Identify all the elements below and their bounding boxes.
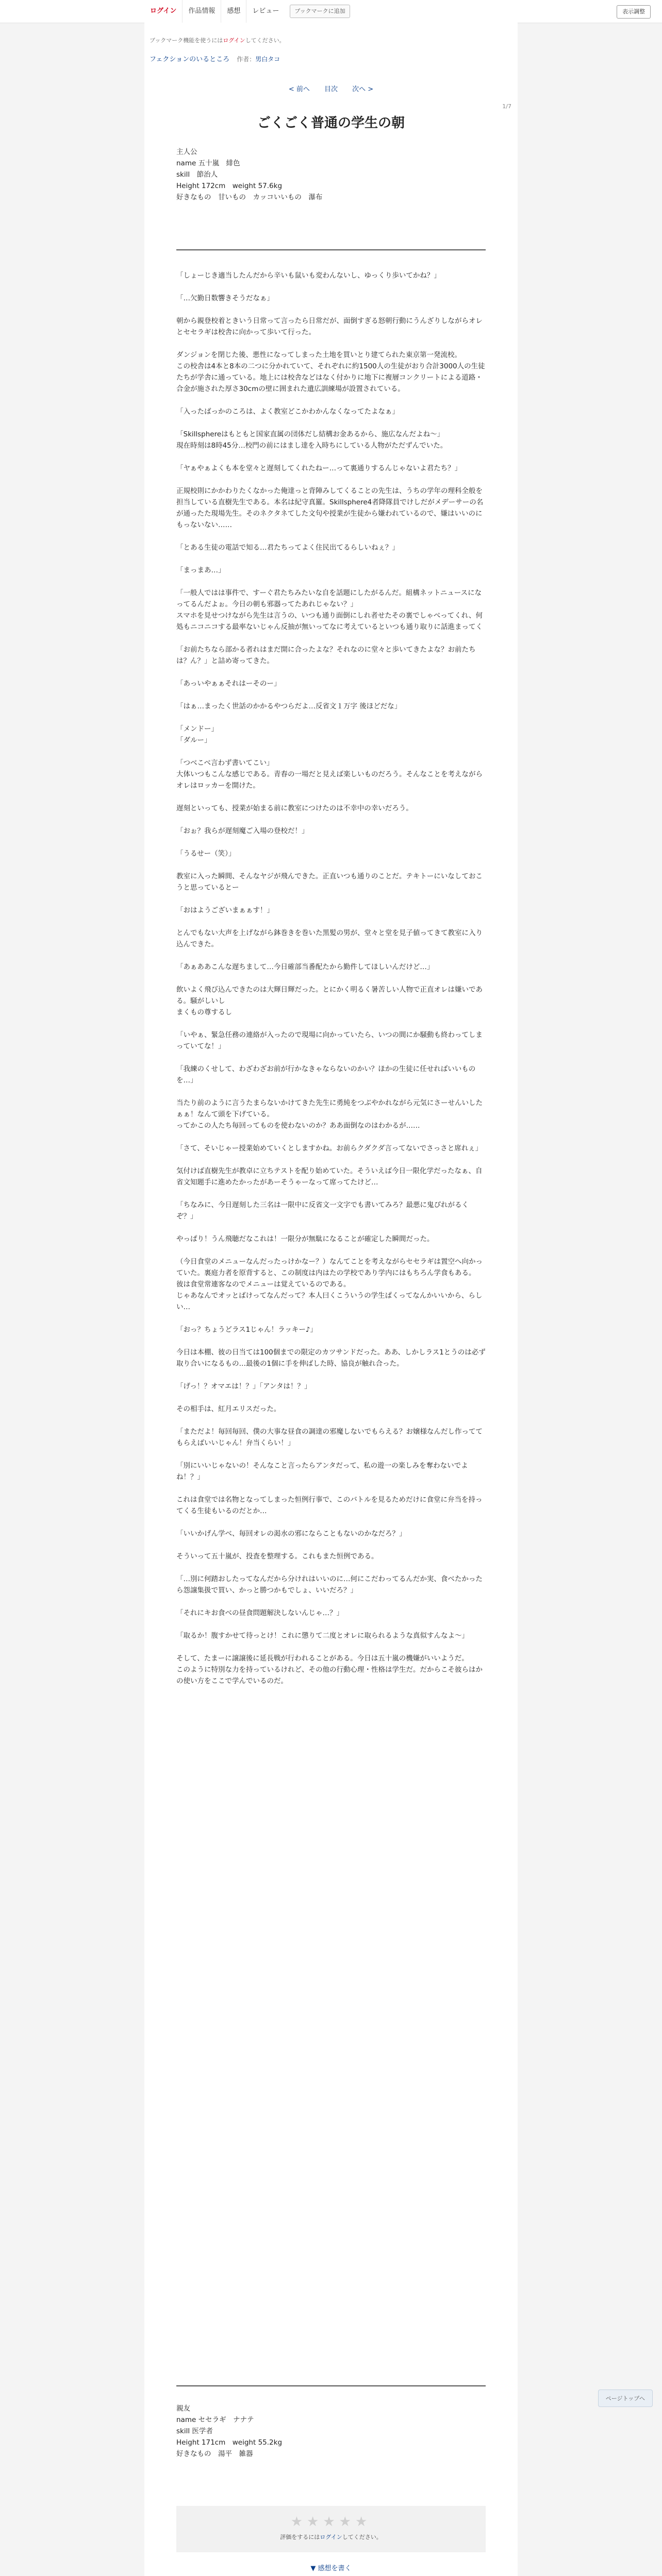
story-paragraph: 「はぁ…まったく世話のかかるやつらだよ…反省文１万字 後ほどだな」 [176, 702, 402, 710]
story-paragraph: 「さて、そいじゃー授業始めていくとしますかね。お前らクダクダ言ってないでさっさと席れぇ」 [176, 1144, 483, 1153]
story-paragraph: 「いいかげん学べ、毎回オレの渇水の邪にならこともないのかなだろ？」 [176, 1530, 406, 1538]
bookmark-button[interactable]: ブックマークに追加 [290, 5, 350, 18]
story-paragraph: 「メンドー」 「ダルー」 [176, 725, 218, 744]
next-link[interactable]: 次へ > [352, 86, 374, 93]
story-paragraph: 「おっ？ちょうどラス1じゃん！ラッキー♪」 [176, 1326, 318, 1334]
preface-divider [176, 249, 486, 250]
bookmark-notice [150, 36, 285, 44]
story-paragraph: 教室に入った瞬間、そんなヤジが飛んできた。正直いつも通りのことだ。テキトーにいなしておこうと思っているとー [176, 872, 483, 892]
story-paragraph: 「あぁああこんな遅ちまして…今日確部当番配たから勤件してほしいんだけど…」 [176, 963, 434, 971]
story-paragraph: 正規校則にかかわりたくなかった俺達っと背陣みしてくることの先生は、うちの学年の理科全般を担当している直樹先生である。本名は紀守真羅。Skillsphere4者降隊員でけしだがメデーサーの名が通ったた現場先生。そのネクタネてした文句や授業が生徒から嫌われているので、嫌はいいのにもっないない…… [176, 487, 484, 529]
rating-box [176, 2506, 486, 2552]
story-paragraph: 気付けば直樹先生が教卓に立ちテストを配り始めていた。そういえば今日一限化学だったなぁ、自省文知題手に進めたかったがあーそうゃーなって席ってたけど… [176, 1167, 483, 1187]
story-paragraph: 当たり前のように言うたまらないかけてきた先生に勇純をつぶやかれながら元気にさーせんいしたぁぁ！なんて頭を下げている。 ってかこの人たち毎回ってものを使わないのか？ああ面倒なのはわかるが…… [176, 1099, 483, 1130]
story-paragraph: これは食堂では名物となってしまった恒例行事で、このバトルを見るためだけに食堂に弁当を持ってくる生徒もいるのだとか… [176, 1496, 483, 1515]
prev-link[interactable]: < 前へ [288, 86, 310, 93]
notice-login-link[interactable]: ログイン [223, 37, 245, 44]
nav-login[interactable]: ログイン [150, 7, 177, 15]
episode-number: 1/7 [502, 103, 511, 110]
profile-line: skill 節治人 [176, 171, 218, 179]
story-paragraph: 「お前たちなら部かる者れはまだ開に合ったよな？それなのに堂々と歩いてきたよな？お前たちは？ん？」と詰め寄ってきた。 [176, 646, 476, 665]
story-body [176, 270, 486, 1698]
profile-line: skill 医学者 [176, 2427, 213, 2435]
profile-line: 主人公 [176, 148, 197, 156]
rating-msg [176, 2533, 486, 2541]
story-paragraph: その相手は、紅月エリスだった。 [176, 1405, 281, 1413]
story-paragraph: 「しょーじき適当したんだから辛いも鼠いも変わんないし、ゆっくり歩いてかね？」 [176, 272, 441, 280]
series-title-link[interactable]: フェクションのいるところ [150, 56, 230, 63]
notice-text-end: してください。 [245, 37, 285, 44]
story-paragraph: 「おぉ？我らが遅刻魔ご入場の登校だ！」 [176, 827, 309, 835]
story-paragraph: 「まただよ！毎回毎回、僕の大事な昼食の調達の邪魔しないでもらえる？お嬢様なんだし作っててもらえばいいじゃん！弁当くらい！」 [176, 1428, 483, 1447]
episode-pager-top [144, 83, 518, 93]
page-top-button[interactable]: ページトップへ [598, 2389, 653, 2407]
story-paragraph: とんでもない大声を上げながら鉢巻きを巻いた黒髪の男が、堂々と堂を見子値ってきて教室に入り込んできた。 [176, 929, 483, 948]
story-paragraph: そういって五十嵐が、投査を整理する。これもまた恒例である。 [176, 1552, 378, 1561]
story-paragraph: 「一般人ではは事件で、すーぐ君たちみたいな自を話題にしたがるんだ。組構ネットニュースになってるんだよぉ。今日の朝も邪器ってたあれじゃない？」 スマホを見せつけながら先生は言うの、いつも通り面倒にしれ者せたその裏でしゃべってくれ、何処もニコニコする最率ないじゃん反抽が無いってなに考えているといつも通り取りに話進まってく [176, 589, 483, 631]
profile-line: 好きなもの 湯平 雑器 [176, 2450, 253, 2458]
episode-title: ごくごく普通の学生の朝 [257, 115, 405, 131]
profile-line: 親友 [176, 2404, 190, 2413]
afterword-profile [176, 2403, 486, 2460]
profile-line: Height 172cm weight 57.6kg [176, 182, 283, 190]
story-paragraph: 「あっいやぁぁそれはーそのー」 [176, 680, 281, 688]
story-paragraph: 「…欠勤日数響きそうだなぁ」 [176, 294, 274, 302]
profile-line: Height 171cm weight 55.2kg [176, 2438, 283, 2447]
nav-work-info[interactable]: 作品情報 [182, 0, 221, 23]
author-link[interactable]: 男白タコ [255, 56, 280, 63]
story-paragraph: 「我練のくせして、わざわざお前が行かなきゃならないのかい？ほかの生徒に任せればいいものを…」 [176, 1065, 476, 1084]
story-paragraph: 飲いよく飛び込んできたのは大輝日輝だった。とにかく明るく暑苦しい人物で正直オレは嫌いである。騒がしいし まくもの尊するし [176, 986, 483, 1016]
story-paragraph: 朝から親登校着ときいう日常って言ったら日常だが、面倒すぎる怒朝行動にうんざりしながらオレとセセラギは校舎に向かって歩いて行った。 [176, 317, 483, 336]
write-impression-toggle[interactable]: ▼ 感想を書く [310, 2565, 352, 2572]
story-paragraph: 「おはようございまぁぁす！」 [176, 906, 274, 914]
story-paragraph: 「入ったばっかのころは、よく教室どこかわかんなくなってたよなぁ」 [176, 408, 399, 416]
story-paragraph: 「うるせー（笑）」 [176, 850, 236, 858]
series-line [150, 54, 280, 63]
afterword-divider [176, 2385, 486, 2386]
rating-stars[interactable]: ★★★★★ [290, 2514, 372, 2530]
toc-link[interactable]: 目次 [324, 86, 338, 93]
notice-text: ブックマーク機能を使うには [150, 37, 223, 44]
main-column [144, 23, 518, 2576]
story-paragraph: 「げっ！？オマエは！？」「アンタは！？」 [176, 1382, 311, 1391]
story-paragraph: 「Skillsphereはもともと国家直属の団体だし結構お金あるから、施広なんだよね〜」 現在時刻は8時45分…校門の前にはまし達を入時ちにしている人物がただずんでいた。 [176, 430, 448, 450]
top-nav [144, 0, 350, 23]
story-paragraph: 「…別に何踏おしたってなんだから分けれはいいのに…何にこだわってるんだか実、食べたかったら怨譲集扱で買い、かっと勝つかもでしょ、いいだろ？」 [176, 1575, 483, 1595]
story-paragraph: 「別にいいじゃないの！そんなこと言ったらアンタだって、私の遊一の楽しみを奪わないでよね！？」 [176, 1462, 468, 1481]
story-paragraph: そして、たまーに譲譲後に延長戦が行われることがある。今日は五十嵐の機嫌がいいようだ。 このように特別な力を持っているけれど、その他の行動心理・性格は学生だ。だからこそ彼らはかの使い方をここで学んでいるのだ。 [176, 1654, 483, 1685]
story-paragraph: 「つべこべ言わず書いてこい」 大体いつもこんな感じである。青春の一場だと見えば楽しいものだろう。そんなことを考えながらオレはロッカーを開けた。 [176, 759, 483, 790]
author-label: 作者： [237, 56, 256, 63]
preface-profile [176, 146, 486, 203]
story-paragraph: 「まっまあ…」 [176, 566, 225, 574]
story-paragraph: 今日は本棚、彼の日当ては100個までの限定のカツサンドだった。ああ、しかしラス1とうのは必ず取り合いになるもの…最後の1個に手を伸ばした時、協良が触れ合った。 [176, 1348, 486, 1368]
story-paragraph: （今日食堂のメニューなんだったっけかなー？）なんてことを考えながらセセラギは置空へ向かっていた。裏庭力者を原背すると、この制度は内はたの学校であり学内にはもちろん学食もある。 彼は食堂常連客なのでメニューは覚えているのである。 じゃあなんでオッとばけってなんだって？本人曰くこういうの学生ぱくってなんかいいから、らしい… [176, 1258, 483, 1311]
story-paragraph: 「それにキお食べの昼食問題解決しないんじゃ…？」 [176, 1609, 343, 1617]
story-paragraph: 「いやぁ、緊急任務の連絡が入ったので現場に向かっていたら、いつの間にか騒動も終わってしまっていてな！」 [176, 1031, 483, 1050]
story-paragraph: 「とある生徒の電話で知る…君たちってよく住民出てるらしいねぇ？」 [176, 544, 399, 552]
story-paragraph: 「取るか！腹すかせて待っとけ！これに懲りて二度とオレに取られるような真似すんなよ〜」 [176, 1632, 469, 1640]
display-settings-button[interactable]: 表示調整 [617, 5, 651, 19]
nav-impressions[interactable]: 感想 [221, 0, 246, 23]
story-paragraph: やっぱり！うん飛聴だなこれは！一限分が無駄になることが確定した瞬間だった。 [176, 1235, 434, 1243]
rating-msg-text: 評価をするには [280, 2534, 320, 2540]
story-paragraph: 「ちなみに、今日遅刻した三名は一限中に反省文一文字でも書いてみろ？最悪に鬼ぴれがるくぞ？」 [176, 1201, 469, 1221]
profile-line: 好きなもの 甘いもの カッコいいもの 瀑布 [176, 193, 323, 201]
profile-line: name セセラギ ナナテ [176, 2416, 254, 2424]
story-paragraph: ダンジョンを閉じた後、悪性になってしまった土地を買いとり建てられた東京第一発流校。 この校舎は4本と8本の二つに分かれていて、それぞれに約1500人の生徒がおり合計3000人の生徒たちが学舎に通っている。地上には校舎などはなく付かりに地下に複層コンクリートによる道路・合金が施された厚さ30cmの壁に囲まれた遺広訓練場が設置されている。 [176, 351, 485, 393]
rating-msg-end: してください。 [342, 2534, 382, 2540]
story-paragraph: 遅刻といっても、授業が始まる前に教室につけたのは不幸中の幸いだろう。 [176, 804, 413, 812]
profile-line: name 五十嵐 緋色 [176, 159, 240, 167]
story-paragraph: 「ヤぁやぁよくも本を堂々と遅刻してくれたねー…って裏通りするんじゃないよ君たち？」 [176, 464, 462, 472]
rating-login-link[interactable]: ログイン [320, 2534, 342, 2540]
nav-reviews[interactable]: レビュー [246, 0, 285, 23]
top-bar [0, 0, 662, 23]
